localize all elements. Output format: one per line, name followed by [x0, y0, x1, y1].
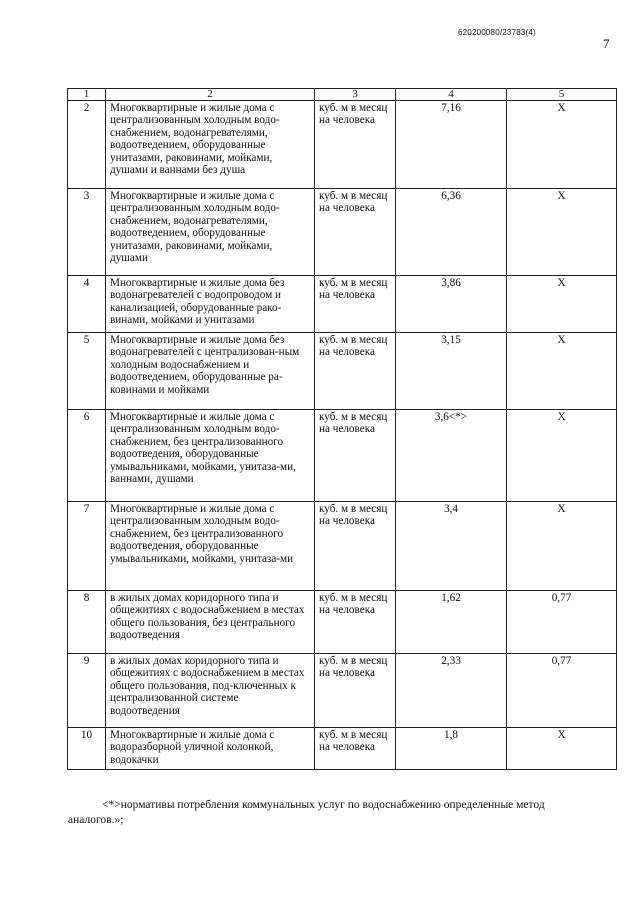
cell-val: 3,4	[396, 502, 507, 591]
cell-desc: Многоквартирные и жилые дома с централизованным холодным водо-снабжением, без централизованного водоотведения, оборудованные умывальниками, мойками, унитаза-ми	[106, 502, 315, 591]
cell-num: 9	[68, 654, 106, 728]
column-header: 4	[396, 89, 507, 101]
cell-desc: Многоквартирные и жилые дома с централизованным холодным водо-снабжением, без централизованного водоотведения, оборудованные умывальниками, мойками, унитаза-ми, ваннами, душами	[106, 410, 315, 502]
cell-val5: 0,77	[507, 654, 617, 728]
table-row	[68, 333, 617, 410]
cell-desc: в жилых домах коридорного типа и общежитиях с водоснабжением в местах общего пользования, без центрального водоотведения	[106, 591, 315, 654]
cell-val5: X	[507, 189, 617, 276]
cell-desc: Многоквартирные и жилые дома без водонагревателей с водопроводом и канализацией, оборудованные рако-винами, мойками и унитазами	[106, 276, 315, 333]
cell-unit: куб. м в месяц на человека	[315, 276, 396, 333]
column-header: 5	[507, 89, 617, 101]
cell-desc: Многоквартирные и жилые дома с централизованным холодным водо-снабжением, водонагревателями, водоотведением, оборудованные унитазами, раковинами, мойками, душами и ваннами без душа	[106, 101, 315, 189]
footnote-line-2: аналогов.»;	[68, 814, 124, 826]
cell-num: 2	[68, 101, 106, 189]
cell-unit: куб. м в месяц на человека	[315, 410, 396, 502]
cell-desc: в жилых домах коридорного типа и общежитиях с водоснабжением в местах общего пользования, под-ключенных к централизованной системе водоотведения	[106, 654, 315, 728]
cell-val: 3,6<*>	[396, 410, 507, 502]
cell-num: 10	[68, 728, 106, 770]
document-code: 620200080/23783(4)	[458, 28, 536, 37]
table-row	[68, 654, 617, 728]
cell-val5: X	[507, 101, 617, 189]
cell-val: 7,16	[396, 101, 507, 189]
cell-val5: 0,77	[507, 591, 617, 654]
table-header-row	[68, 89, 617, 101]
table-row	[68, 189, 617, 276]
cell-val: 1,8	[396, 728, 507, 770]
norms-table	[67, 88, 617, 770]
table-row	[68, 276, 617, 333]
cell-unit: куб. м в месяц на человека	[315, 101, 396, 189]
cell-desc: Многоквартирные и жилые дома с водоразборной уличной колонкой, водокачки	[106, 728, 315, 770]
cell-num: 3	[68, 189, 106, 276]
cell-desc: Многоквартирные и жилые дома с централизованным холодным водо-снабжением, водонагревателями, водоотведением, оборудованные унитазами, раковинами, мойками, душами	[106, 189, 315, 276]
cell-num: 4	[68, 276, 106, 333]
cell-num: 6	[68, 410, 106, 502]
cell-unit: куб. м в месяц на человека	[315, 502, 396, 591]
cell-unit: куб. м в месяц на человека	[315, 654, 396, 728]
cell-val5: X	[507, 502, 617, 591]
table-body	[68, 101, 617, 770]
cell-val: 6,36	[396, 189, 507, 276]
cell-num: 7	[68, 502, 106, 591]
table-row	[68, 591, 617, 654]
cell-unit: куб. м в месяц на человека	[315, 591, 396, 654]
table-row	[68, 502, 617, 591]
cell-num: 5	[68, 333, 106, 410]
cell-val5: X	[507, 410, 617, 502]
cell-val: 3,86	[396, 276, 507, 333]
page-number: 7	[603, 36, 610, 51]
cell-val5: X	[507, 276, 617, 333]
column-header: 2	[106, 89, 315, 101]
column-header: 1	[68, 89, 106, 101]
cell-val5: X	[507, 333, 617, 410]
table-row	[68, 728, 617, 770]
table-row	[68, 101, 617, 189]
cell-unit: куб. м в месяц на человека	[315, 333, 396, 410]
column-header: 3	[315, 89, 396, 101]
cell-unit: куб. м в месяц на человека	[315, 189, 396, 276]
cell-val: 1,62	[396, 591, 507, 654]
cell-val: 2,33	[396, 654, 507, 728]
footnote	[68, 798, 628, 828]
table-row	[68, 410, 617, 502]
cell-desc: Многоквартирные и жилые дома без водонагревателей с централизован-ным холодным водоснабжением и водоотведением, оборудованные ра-ковинами и мойками	[106, 333, 315, 410]
cell-unit: куб. м в месяц на человека	[315, 728, 396, 770]
cell-val5: X	[507, 728, 617, 770]
cell-val: 3,15	[396, 333, 507, 410]
footnote-line-1: <*>нормативы потребления коммунальных услуг по водоснабжению определенные метод	[102, 799, 545, 811]
cell-num: 8	[68, 591, 106, 654]
